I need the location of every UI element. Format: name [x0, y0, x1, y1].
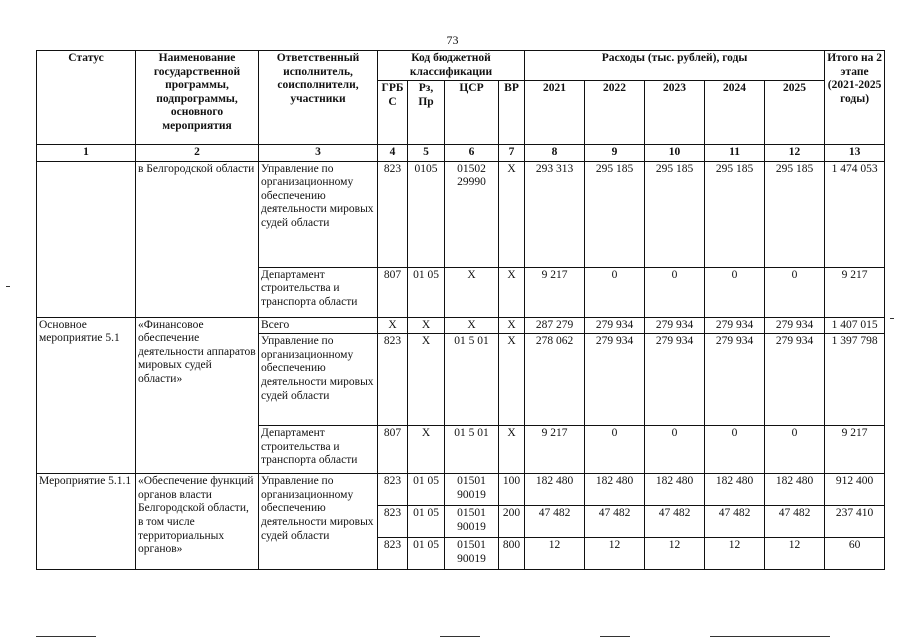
value-2023: 279 934	[645, 334, 705, 426]
rzpr-cell: Х	[408, 334, 445, 426]
column-number: 10	[645, 145, 705, 162]
value-2024: 0	[705, 426, 765, 474]
column-number: 1	[37, 145, 136, 162]
value-2023: 295 185	[645, 161, 705, 267]
value-2024: 279 934	[705, 334, 765, 426]
executor-cell: Управление по организационному обеспечению деятельности мировых судей области	[259, 334, 378, 426]
value-total: 9 217	[825, 426, 885, 474]
rzpr-cell: 01 05	[408, 474, 445, 506]
grbs-cell: 823	[378, 334, 408, 426]
executor-cell: Всего	[259, 317, 378, 334]
status-cell: Основное мероприятие 5.1	[37, 317, 136, 474]
value-total: 237 410	[825, 506, 885, 538]
header-grbs: ГРБ С	[378, 81, 408, 145]
value-2021: 9 217	[525, 267, 585, 317]
scan-edge-mark	[890, 318, 894, 319]
grbs-cell: Х	[378, 317, 408, 334]
value-2024: 12	[705, 538, 765, 570]
value-total: 9 217	[825, 267, 885, 317]
value-2022: 12	[585, 538, 645, 570]
name-cell: «Обеспечение функций органов власти Белгородской области, в том числе территориальных органов»	[136, 474, 259, 570]
value-2022: 279 934	[585, 334, 645, 426]
vr-cell: Х	[499, 426, 525, 474]
status-cell	[37, 161, 136, 317]
value-2025: 0	[765, 426, 825, 474]
column-number: 13	[825, 145, 885, 162]
value-2023: 12	[645, 538, 705, 570]
column-number-row	[37, 145, 885, 162]
value-2025: 279 934	[765, 317, 825, 334]
value-2021: 12	[525, 538, 585, 570]
column-number: 2	[136, 145, 259, 162]
value-total: 1 397 798	[825, 334, 885, 426]
value-total: 1 407 015	[825, 317, 885, 334]
value-total: 912 400	[825, 474, 885, 506]
grbs-cell: 823	[378, 474, 408, 506]
column-number: 4	[378, 145, 408, 162]
header-budget-code: Код бюджетной классификации	[378, 51, 525, 81]
value-2022: 182 480	[585, 474, 645, 506]
value-2024: 182 480	[705, 474, 765, 506]
rzpr-cell: 01 05	[408, 538, 445, 570]
value-2025: 0	[765, 267, 825, 317]
rzpr-cell: 01 05	[408, 267, 445, 317]
header-year-2022: 2022	[585, 81, 645, 145]
executor-cell: Департамент строительства и транспорта области	[259, 267, 378, 317]
value-total: 60	[825, 538, 885, 570]
value-2022: 47 482	[585, 506, 645, 538]
value-2023: 0	[645, 267, 705, 317]
vr-cell: Х	[499, 317, 525, 334]
column-number: 5	[408, 145, 445, 162]
header-year-2023: 2023	[645, 81, 705, 145]
value-2025: 12	[765, 538, 825, 570]
csr-cell: 01501 90019	[445, 474, 499, 506]
grbs-cell: 823	[378, 538, 408, 570]
table-row	[37, 317, 885, 334]
header-status: Статус	[37, 51, 136, 145]
scan-edge-mark	[600, 636, 630, 637]
value-2025: 295 185	[765, 161, 825, 267]
page-number: 73	[446, 33, 459, 47]
value-2023: 47 482	[645, 506, 705, 538]
status-cell: Мероприятие 5.1.1	[37, 474, 136, 570]
executor-cell: Управление по организационному обеспечению деятельности мировых судей области	[259, 474, 378, 570]
value-2024: 47 482	[705, 506, 765, 538]
header-total: Итого на 2 этапе (2021-2025 годы)	[825, 51, 885, 145]
value-2022: 279 934	[585, 317, 645, 334]
name-cell: «Финансовое обеспечение деятельности аппаратов мировых судей области»	[136, 317, 259, 474]
column-number: 12	[765, 145, 825, 162]
rzpr-cell: Х	[408, 317, 445, 334]
header-rzpr: Рз, Пр	[408, 81, 445, 145]
header-vr: ВР	[499, 81, 525, 145]
rzpr-cell: 01 05	[408, 506, 445, 538]
value-2024: 295 185	[705, 161, 765, 267]
header-expenses: Расходы (тыс. рублей), годы	[525, 51, 825, 81]
scan-edge-mark	[36, 636, 96, 637]
vr-cell: Х	[499, 267, 525, 317]
value-2025: 182 480	[765, 474, 825, 506]
column-number: 11	[705, 145, 765, 162]
grbs-cell: 807	[378, 267, 408, 317]
scan-edge-mark	[710, 636, 830, 637]
value-2022: 0	[585, 267, 645, 317]
value-2024: 279 934	[705, 317, 765, 334]
value-2023: 182 480	[645, 474, 705, 506]
value-2022: 295 185	[585, 161, 645, 267]
value-2025: 47 482	[765, 506, 825, 538]
table-row	[37, 161, 885, 267]
executor-cell: Управление по организационному обеспечению деятельности мировых судей области	[259, 161, 378, 267]
rzpr-cell: Х	[408, 426, 445, 474]
header-year-2025: 2025	[765, 81, 825, 145]
table-row	[37, 474, 885, 506]
scan-edge-mark	[440, 636, 480, 637]
value-2021: 293 313	[525, 161, 585, 267]
csr-cell: 01502 29990	[445, 161, 499, 267]
value-total: 1 474 053	[825, 161, 885, 267]
value-2021: 9 217	[525, 426, 585, 474]
csr-cell: Х	[445, 267, 499, 317]
column-number: 7	[499, 145, 525, 162]
grbs-cell: 823	[378, 161, 408, 267]
column-number: 8	[525, 145, 585, 162]
value-2021: 278 062	[525, 334, 585, 426]
value-2024: 0	[705, 267, 765, 317]
grbs-cell: 807	[378, 426, 408, 474]
column-number: 3	[259, 145, 378, 162]
csr-cell: Х	[445, 317, 499, 334]
value-2023: 0	[645, 426, 705, 474]
value-2025: 279 934	[765, 334, 825, 426]
vr-cell: 100	[499, 474, 525, 506]
vr-cell: 200	[499, 506, 525, 538]
csr-cell: 01 5 01	[445, 426, 499, 474]
grbs-cell: 823	[378, 506, 408, 538]
header-csr: ЦСР	[445, 81, 499, 145]
csr-cell: 01501 90019	[445, 538, 499, 570]
header-executor: Ответственный исполнитель, соисполнители, участники	[259, 51, 378, 145]
vr-cell: 800	[499, 538, 525, 570]
csr-cell: 01 5 01	[445, 334, 499, 426]
value-2021: 287 279	[525, 317, 585, 334]
header-name: Наименование государственной программы, подпрограммы, основного мероприятия	[136, 51, 259, 145]
executor-cell: Департамент строительства и транспорта области	[259, 426, 378, 474]
value-2023: 279 934	[645, 317, 705, 334]
column-number: 6	[445, 145, 499, 162]
value-2021: 47 482	[525, 506, 585, 538]
rzpr-cell: 0105	[408, 161, 445, 267]
scan-edge-mark	[6, 286, 10, 287]
vr-cell: Х	[499, 161, 525, 267]
name-cell: в Белгородской области	[136, 161, 259, 317]
budget-table	[36, 50, 885, 570]
csr-cell: 01501 90019	[445, 506, 499, 538]
value-2021: 182 480	[525, 474, 585, 506]
header-year-2021: 2021	[525, 81, 585, 145]
column-number: 9	[585, 145, 645, 162]
header-year-2024: 2024	[705, 81, 765, 145]
vr-cell: Х	[499, 334, 525, 426]
value-2022: 0	[585, 426, 645, 474]
